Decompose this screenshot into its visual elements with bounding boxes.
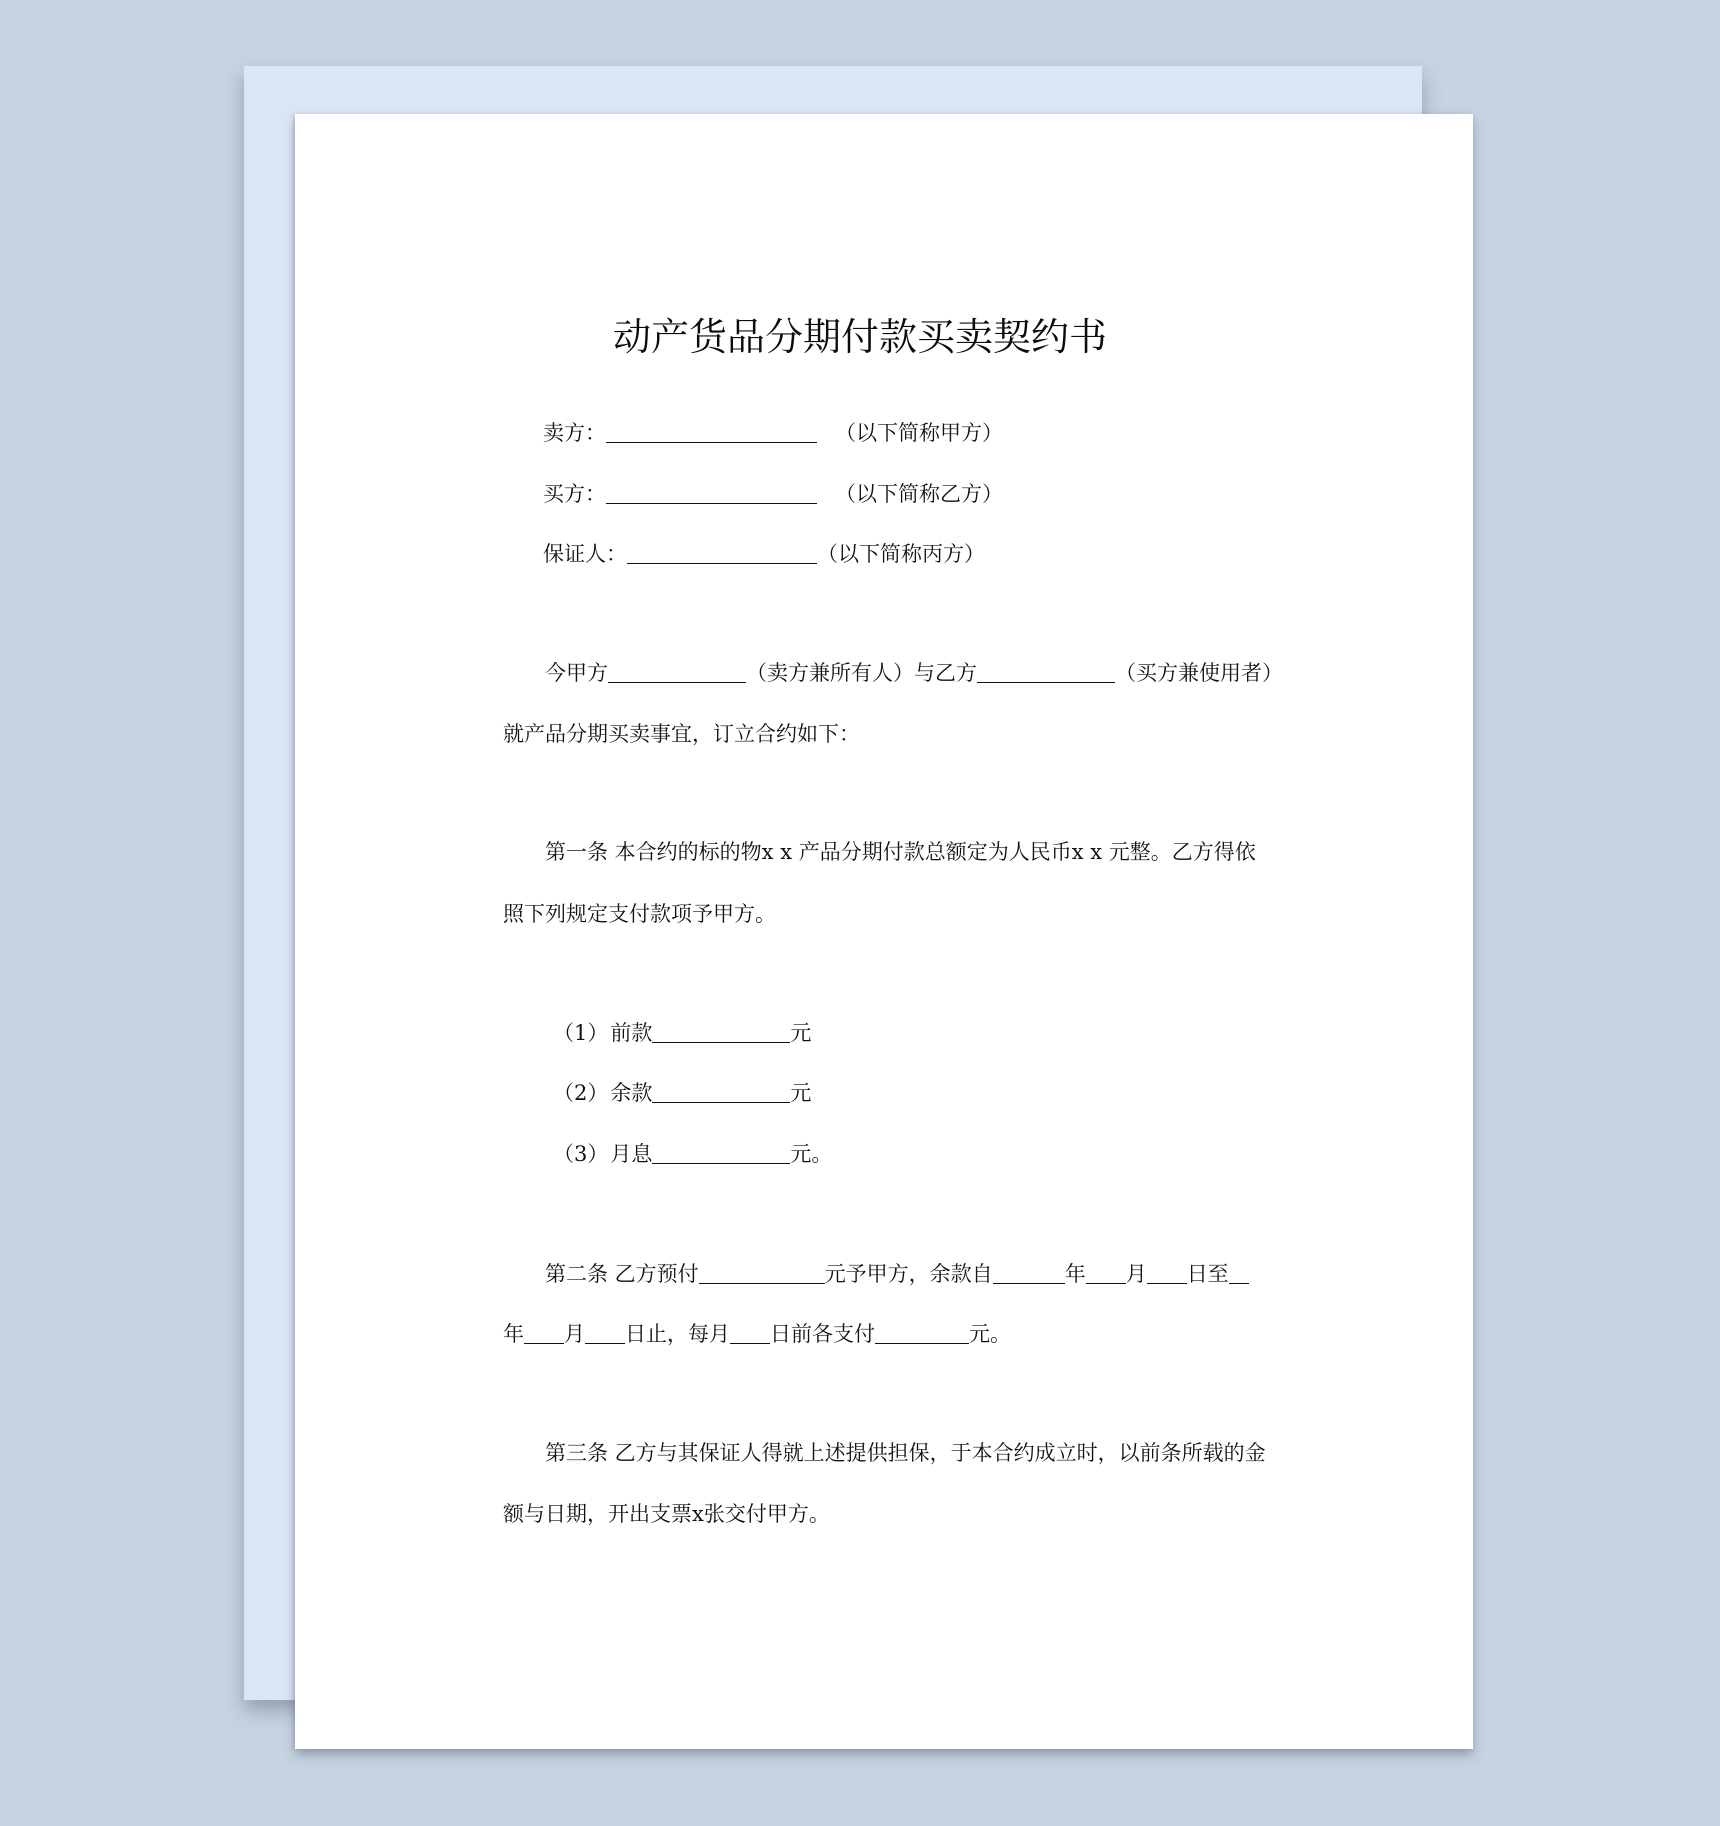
- article2-text-month: 月: [1125, 1262, 1147, 1286]
- article1-line-2: 照下列规定支付款项予甲方。: [503, 902, 776, 926]
- item-1-suffix: 元: [790, 1021, 812, 1045]
- article1-line-1: 第一条 本合约的标的物x x 产品分期付款总额定为人民币x x 元整。乙方得依: [545, 840, 1256, 864]
- article2-text-yuan: 元。: [969, 1322, 1011, 1346]
- item-1-amount-blank[interactable]: [652, 1020, 790, 1043]
- article2-line-1: [545, 1260, 1249, 1288]
- party-guarantor-blank[interactable]: [627, 541, 817, 564]
- article2-monthly-amount-blank[interactable]: [875, 1321, 969, 1344]
- party-guarantor-note: （以下简称丙方）: [817, 542, 985, 566]
- article2-text-to: 日至: [1186, 1262, 1229, 1286]
- party-buyer-row: [543, 480, 1003, 508]
- party-guarantor-label: 保证人：: [543, 542, 627, 566]
- article2-text-pay: 日前各支付: [770, 1322, 875, 1346]
- preamble-text-c: （买方兼使用者）: [1115, 661, 1283, 685]
- article2-text-a: 第二条 乙方预付: [545, 1262, 699, 1286]
- item-2-row: [553, 1079, 811, 1107]
- party-buyer-note: （以下简称乙方）: [835, 482, 1003, 506]
- item-1-row: [553, 1019, 811, 1047]
- party-seller-label: 卖方：: [543, 421, 606, 445]
- article2-end-year-blank[interactable]: [1229, 1261, 1249, 1284]
- article2-text-year: 年: [1064, 1262, 1086, 1286]
- preamble-text-b: （卖方兼所有人）与乙方: [746, 661, 977, 685]
- article2-line-2: [503, 1320, 1011, 1348]
- item-2-number: （2）: [553, 1081, 609, 1105]
- item-2-amount-blank[interactable]: [652, 1080, 790, 1103]
- item-3-suffix: 元。: [790, 1142, 833, 1166]
- party-seller-row: [543, 419, 1003, 447]
- item-3-amount-blank[interactable]: [652, 1141, 790, 1164]
- item-1-label: 前款: [610, 1021, 653, 1045]
- item-3-row: [553, 1140, 832, 1168]
- article3-line-2: 额与日期，开出支票x张交付甲方。: [503, 1502, 830, 1526]
- article2-text-until: 日止，每月: [625, 1322, 730, 1346]
- article2-text-year-2: 年: [503, 1322, 524, 1346]
- article2-start-year-blank[interactable]: [993, 1261, 1065, 1284]
- preamble-text-a: 今甲方: [545, 661, 608, 685]
- article2-start-day-blank[interactable]: [1147, 1261, 1187, 1284]
- article2-end-month-blank[interactable]: [524, 1321, 564, 1344]
- party-buyer-blank[interactable]: [606, 481, 817, 504]
- article2-prepay-blank[interactable]: [699, 1261, 825, 1284]
- article2-monthly-day-blank[interactable]: [730, 1321, 770, 1344]
- party-seller-note: （以下简称甲方）: [835, 421, 1003, 445]
- document-title: 动产货品分期付款买卖契约书: [612, 315, 1107, 359]
- preamble-party-a-blank[interactable]: [608, 660, 746, 683]
- item-2-suffix: 元: [790, 1081, 812, 1105]
- party-seller-blank[interactable]: [606, 420, 817, 443]
- item-3-number: （3）: [553, 1142, 609, 1166]
- preamble-party-b-blank[interactable]: [977, 660, 1115, 683]
- party-guarantor-row: [543, 540, 985, 568]
- article2-text-month-2: 月: [564, 1322, 585, 1346]
- item-2-label: 余款: [610, 1081, 653, 1105]
- article2-end-day-blank[interactable]: [585, 1321, 625, 1344]
- article2-text-b: 元予甲方，余款自: [824, 1262, 993, 1286]
- party-buyer-label: 买方：: [543, 482, 606, 506]
- article2-start-month-blank[interactable]: [1086, 1261, 1126, 1284]
- preamble-line-2: 就产品分期买卖事宜，订立合约如下：: [503, 722, 860, 746]
- article3-line-1: 第三条 乙方与其保证人得就上述提供担保，于本合约成立时，以前条所载的金: [545, 1441, 1266, 1465]
- item-3-label: 月息: [610, 1142, 653, 1166]
- item-1-number: （1）: [553, 1021, 609, 1045]
- preamble-line-1: [545, 659, 1283, 687]
